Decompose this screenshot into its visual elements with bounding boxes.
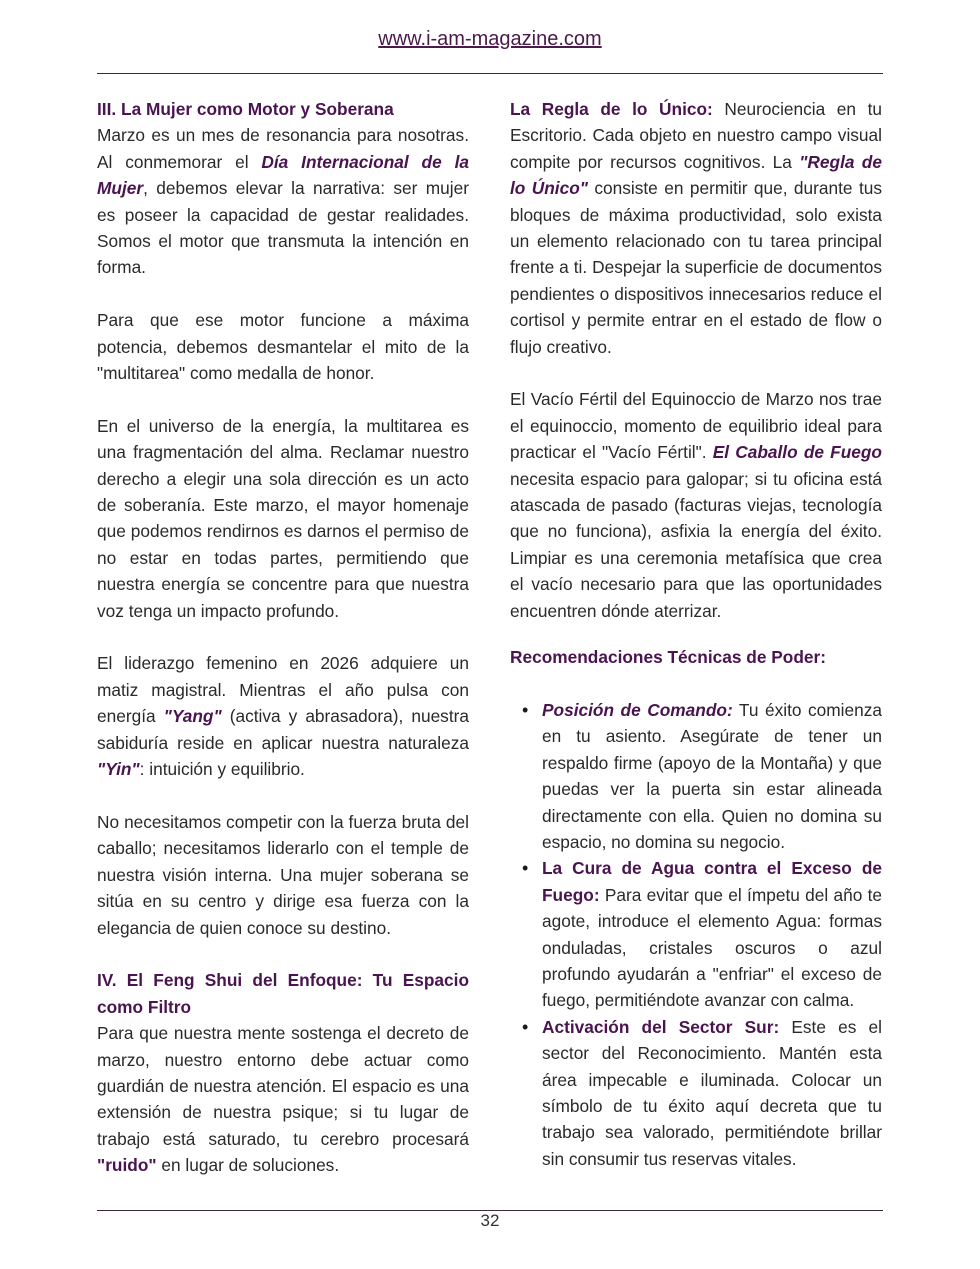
list-item-text: Para evitar que el ímpetu del año te agote, introduce el elemento Agua: formas onduladas, cristales oscuros o azul profundo ayudarán a "enfriar" el exceso de fuego, permitiéndote avanzar con calma. <box>542 884 882 1011</box>
list-item-text: Este es el sector del Reconocimiento. Mantén esta área impecable e iluminada. Colocar un símbolo de tu éxito aquí decreta que tu trabajo sea valorado, permitiéndote brillar sin consumir tus reservas vitales. <box>542 1016 882 1169</box>
section-iv-heading: IV. El Feng Shui del Enfoque: Tu Espacio como Filtro <box>97 970 469 1017</box>
list-item <box>542 1014 882 1172</box>
section-iii-heading: III. La Mujer como Motor y Soberana <box>97 99 394 119</box>
paragraph-text: En el universo de la energía, la multitarea es una fragmentación del alma. Reclamar nuestro derecho a elegir una sola dirección es un acto de soberanía. Este marzo, el mayor homenaje que podemos rendirnos es darnos el permiso de no estar en todas partes, permitiendo que nuestra energía se concentre para que nuestra voz tenga un impacto profundo. <box>97 415 469 621</box>
paragraph-text: El liderazgo femenino en 2026 adquiere un matiz magistral. Mientras el año pulsa con energía <box>97 653 469 727</box>
emphasis-text: "Regla de lo Único" <box>510 151 882 199</box>
paragraph-text: Neurociencia en tu Escritorio. Cada objeto en nuestro campo visual compite por recursos cognitivos. La <box>510 99 882 172</box>
paragraph <box>510 96 882 360</box>
list-item-title: Posición de Comando: <box>542 699 733 720</box>
paragraph-text: en lugar de soluciones. <box>156 1155 340 1176</box>
emphasis-text: "Yin" <box>97 759 140 780</box>
paragraph <box>97 413 469 624</box>
paragraph-text: (activa y abrasadora), nuestra sabiduría reside en aplicar nuestra naturaleza <box>97 706 469 753</box>
paragraph <box>97 307 469 386</box>
list-item-title: Activación del Sector Sur: <box>542 1016 780 1037</box>
strong-text: La Regla de lo Único: <box>510 99 713 119</box>
paragraph-text: Para que nuestra mente sostenga el decreto de marzo, nuestro entorno debe actuar como guardián de nuestra atención. El espacio es una extensión de nuestra psique; si tu lugar de trabajo está saturado, tu cerebro procesará <box>97 1023 469 1149</box>
emphasis-text: Día Internacional de la Mujer <box>97 151 469 199</box>
list-item-title: La Cura de Agua contra el Exceso de Fuego: <box>542 858 882 905</box>
list-item <box>542 855 882 1013</box>
website-link[interactable]: www.i-am-magazine.com <box>378 28 602 50</box>
paragraph-text: No necesitamos competir con la fuerza bruta del caballo; necesitamos liderarlo con el temple de nuestra visión interna. Una mujer soberana se sitúa en su centro y dirige esa fuerza con la elegancia de quien conoce su destino. <box>97 811 469 938</box>
list-item-text: Tu éxito comienza en tu asiento. Asegúrate de tener un respaldo firme (apoyo de la Montaña) y que puedas ver la puerta sin estar alineada directamente con ella. Quien no domina su espacio, no domina su negocio. <box>542 699 882 852</box>
paragraph-text: Marzo es un mes de resonancia para nosotras. Al conmemorar el <box>97 125 469 172</box>
paragraph-text: consiste en permitir que, durante tus bloques de máxima productividad, solo exista un elemento relacionado con tu tarea principal frente a ti. Despejar la superficie de documentos pendientes o dispositivos innecesarios reduce el cortisol y permite entrar en el estado de flow o flujo creativo. <box>510 178 882 357</box>
list-item <box>542 697 882 855</box>
section-iii <box>97 96 469 281</box>
paragraph <box>97 650 469 782</box>
paragraph-text: , debemos elevar la narrativa: ser mujer es poseer la capacidad de gestar realidades. Somos el motor que transmuta la intención en forma. <box>97 178 469 278</box>
emphasis-text: "Yang" <box>163 706 222 727</box>
emphasis-text: El Caballo de Fuego <box>712 442 882 463</box>
paragraph-text: Para que ese motor funcione a máxima potencia, debemos desmantelar el mito de la "multitarea" como medalla de honor. <box>97 310 469 384</box>
section-iv <box>97 967 469 1178</box>
strong-text: "ruido" <box>97 1155 157 1176</box>
paragraph-text: necesita espacio para galopar; si tu oficina está atascada de pasado (facturas viejas, tecnología que no funciona), asfixia la energía del éxito. Limpiar es una ceremonia metafísica que crea el vacío necesario para que las oportunidades encuentren dónde aterrizar. <box>510 468 882 621</box>
paragraph-text: : intuición y equilibrio. <box>139 759 305 780</box>
recommendations-list <box>510 697 882 1172</box>
page-number: 32 <box>480 1211 500 1230</box>
header-divider <box>97 73 883 74</box>
recommendations-heading: Recomendaciones Técnicas de Poder: <box>510 647 826 668</box>
left-column <box>97 96 469 1179</box>
paragraph-text: El Vacío Fértil del Equinoccio de Marzo nos trae el equinoccio, momento de equilibrio ideal para practicar el "Vacío Fértil". <box>510 389 882 463</box>
paragraph <box>97 809 469 941</box>
right-column <box>510 96 882 1172</box>
paragraph <box>510 386 882 624</box>
